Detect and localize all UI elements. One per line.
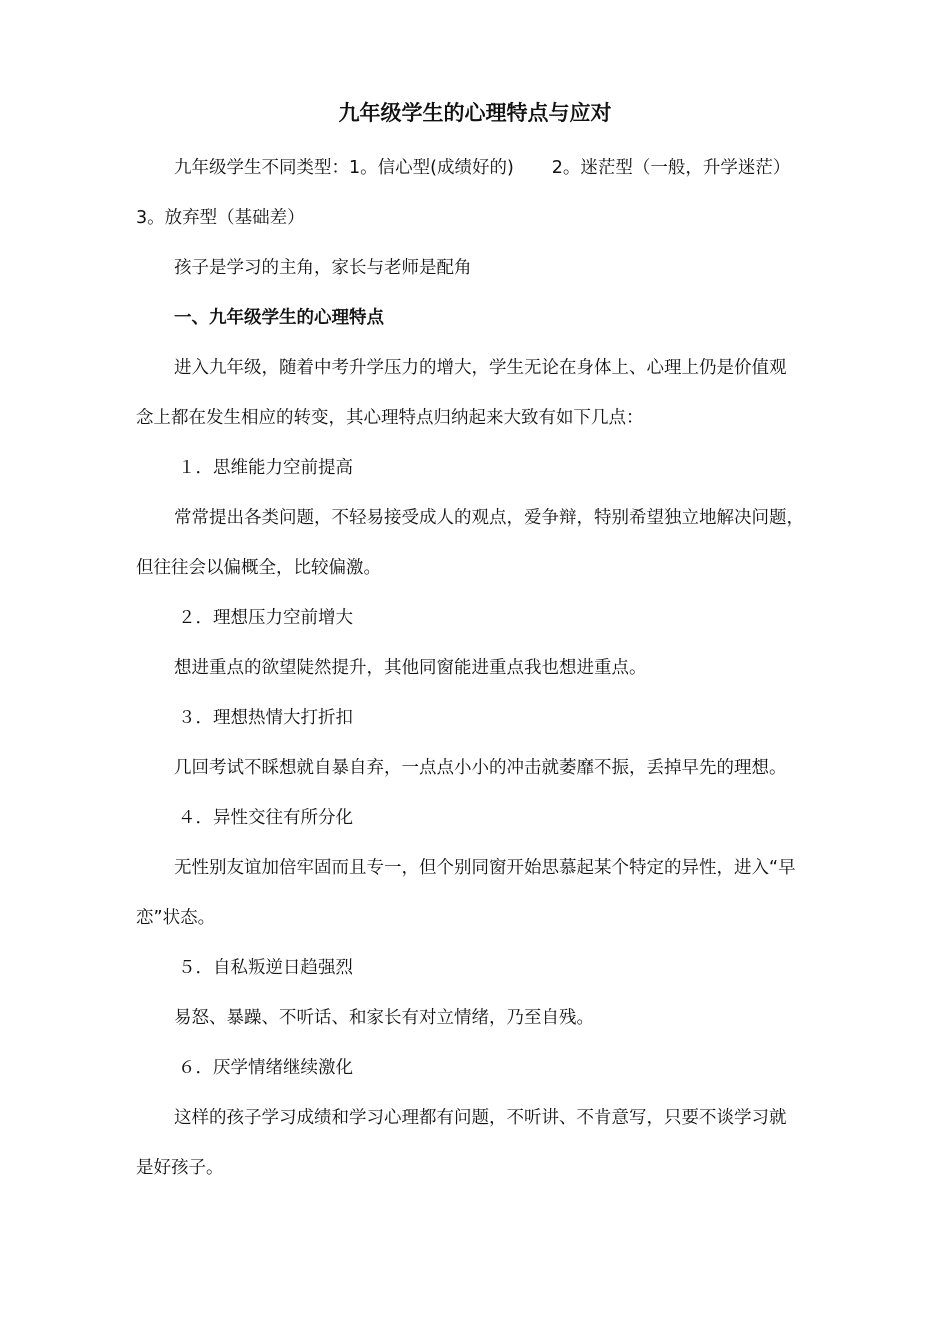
types-part-2: 2。迷茫型（一般，升学迷茫）	[551, 158, 791, 178]
item-text-3: 几回考试不睬想就自暴自弃，一点点小小的冲击就萎靡不振，丢掉早先的理想。	[174, 758, 787, 778]
item-text-4-line-2: 恋”状态。	[136, 908, 216, 928]
item-heading-3: ３．理想热情大打折扣	[178, 708, 353, 728]
item-heading-2: ２．理想压力空前增大	[178, 608, 353, 628]
item-heading-1: １．思维能力空前提高	[178, 458, 353, 478]
item-heading-4: ４．异性交往有所分化	[178, 808, 353, 828]
types-part-1: 九年级学生不同类型：1。信心型(成绩好的)	[174, 158, 514, 178]
item-text-6-line-1: 这样的孩子学习成绩和学习心理都有问题，不听讲、不肯意写，只要不谈学习就	[174, 1108, 787, 1128]
types-line-continued: 3。放弃型（基础差）	[136, 208, 305, 228]
item-text-5: 易怒、暴躁、不听话、和家长有对立情绪，乃至自残。	[174, 1008, 594, 1028]
types-line	[174, 155, 790, 181]
section-intro-line-2: 念上都在发生相应的转变，其心理特点归纳起来大致有如下几点：	[136, 408, 644, 428]
item-heading-5: ５．自私叛逆日趋强烈	[178, 958, 353, 978]
section-heading: 一、九年级学生的心理特点	[174, 308, 384, 328]
item-text-4-line-1: 无性别友谊加倍牢固而且专一，但个别同窗开始思慕起某个特定的异性，进入“早	[174, 858, 796, 878]
roles-paragraph: 孩子是学习的主角，家长与老师是配角	[174, 258, 472, 278]
item-text-1-line-2: 但往往会以偏概全，比较偏激。	[136, 558, 381, 578]
item-text-1-line-1: 常常提出各类问题，不轻易接受成人的观点，爱争辩，特别希望独立地解决问题，	[174, 508, 804, 528]
document-title: 九年级学生的心理特点与应对	[338, 101, 612, 125]
item-text-6-line-2: 是好孩子。	[136, 1158, 224, 1178]
section-intro-line-1: 进入九年级，随着中考升学压力的增大，学生无论在身体上、心理上仍是价值观	[174, 358, 787, 378]
item-heading-6: ６．厌学情绪继续激化	[178, 1058, 353, 1078]
item-text-2: 想进重点的欲望陡然提升，其他同窗能进重点我也想进重点。	[174, 658, 647, 678]
